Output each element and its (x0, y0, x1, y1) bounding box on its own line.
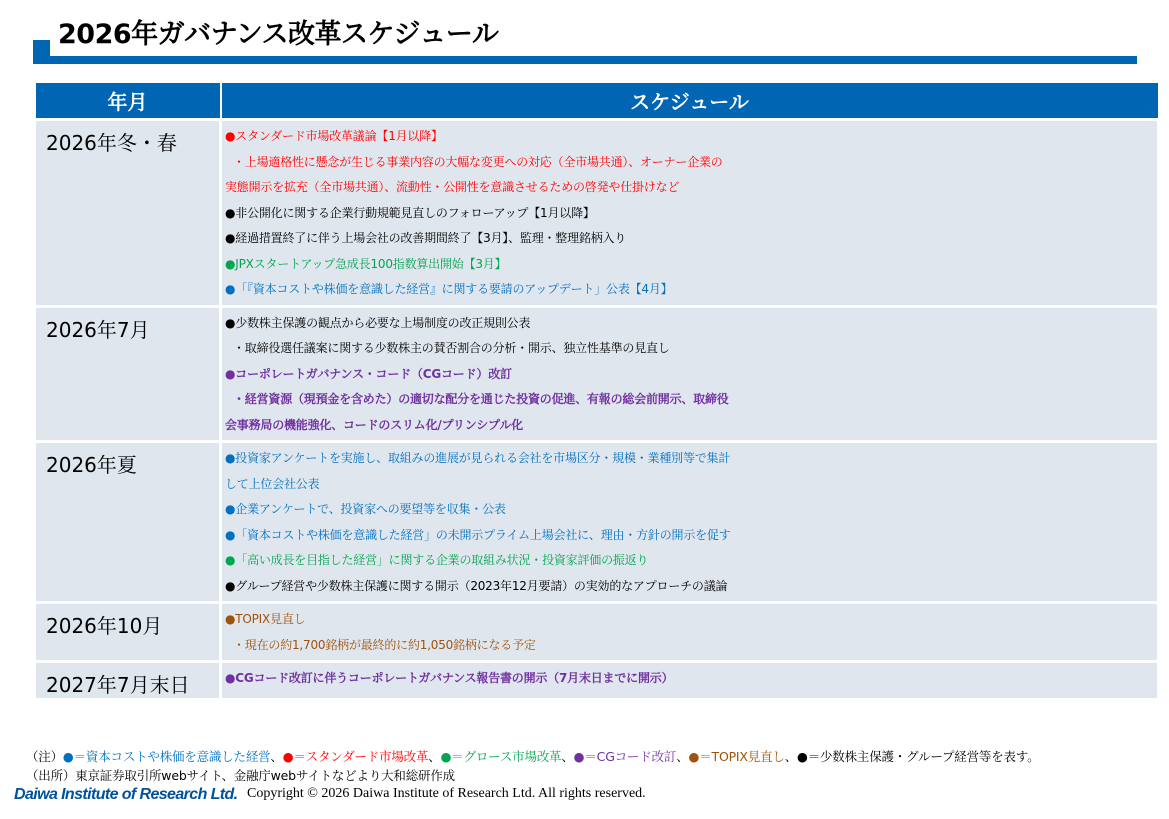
table-row (35, 306, 1159, 442)
header-schedule: スケジュール (221, 82, 1159, 120)
row-date: 2026年7月 (35, 306, 221, 442)
copyright-text: Copyright © 2026 Daiwa Institute of Research Ltd. All rights reserved. (247, 786, 646, 801)
legend-item-cg-code: ●＝CGコード改訂 (573, 749, 677, 764)
schedule-line: ●企業アンケートで、投資家への要望等を収集・公表 (225, 502, 506, 516)
schedule-line: ●スタンダード市場改革議論【1月以降】 (225, 129, 443, 143)
schedule-line: 実態開示を拡充（全市場共通）、流動性・公開性を意識させるための啓発や仕掛けなど (225, 180, 680, 194)
schedule-line: ・取締役選任議案に関する少数株主の賛否割合の分析・開示、独立性基準の見直し (233, 341, 670, 355)
row-schedule (221, 120, 1159, 307)
legend-item-standard-market: ●＝スタンダード市場改革 (282, 749, 429, 764)
row-schedule (221, 306, 1159, 442)
title-accent-line (33, 56, 1137, 64)
schedule-line: ●CGコード改訂に伴うコーポレートガバナンス報告書の開示（7月末日までに開示） (225, 671, 674, 685)
legend-separator: 、 (428, 749, 441, 764)
header-date: 年月 (35, 82, 221, 120)
schedule-line: ・経営資源（現預金を含めた）の適切な配分を通じた投資の促進、有報の総会前開示、取締役 (233, 392, 729, 406)
table-row (35, 603, 1159, 662)
schedule-line: ●投資家アンケートを実施し、取組みの進展が見られる会社を市場区分・規模・業種別等で集計 (225, 451, 731, 465)
schedule-line: ●少数株主保護の観点から必要な上場制度の改正規則公表 (225, 315, 531, 330)
schedule-line: ●「資本コストや株価を意識した経営」の未開示プライム上場会社に、理由・方針の開示を促す (225, 527, 731, 542)
table-header-row (35, 82, 1159, 120)
table-row (35, 120, 1159, 307)
schedule-line: ●非公開化に関する企業行動規範見直しのフォローアップ【1月以降】 (225, 205, 595, 220)
row-schedule (221, 442, 1159, 603)
table-row (35, 442, 1159, 603)
legend-note (26, 747, 1039, 765)
row-date: 2026年10月 (35, 603, 221, 662)
schedule-line: ●TOPIX見直し (225, 612, 306, 626)
legend-separator: 、 (784, 749, 797, 764)
schedule-line: して上位会社公表 (225, 476, 320, 491)
legend-separator: 、 (561, 749, 574, 764)
schedule-line: ●「高い成長を目指した経営」に関する企業の取組み状況・投資家評価の振返り (225, 553, 649, 567)
legend-item-topix: ●＝TOPIX見直し (688, 749, 785, 764)
legend-item-growth-market: ●＝グロース市場改革 (440, 749, 562, 764)
schedule-line: ・現在の約1,700銘柄が最終的に約1,050銘柄になる予定 (233, 637, 536, 652)
row-schedule (221, 662, 1159, 700)
schedule-line: 会事務局の機能強化、コードのスリム化/プリンシプル化 (225, 417, 523, 432)
schedule-line: ・上場適格性に懸念が生じる事業内容の大幅な変更への対応（全市場共通）、オーナー企業の (233, 154, 723, 169)
legend-separator: 、 (270, 749, 283, 764)
row-date: 2026年夏 (35, 442, 221, 603)
page-title: 2026年ガバナンス改革スケジュール (58, 19, 499, 50)
schedule-line: ●「『資本コストや株価を意識した経営』に関する要請のアップデート」公表【4月】 (225, 282, 673, 296)
schedule-table (33, 81, 1160, 701)
schedule-line: ●JPXスタートアップ急成長100指数算出開始【3月】 (225, 256, 507, 271)
legend-item-capital-cost: ●＝資本コストや株価を意識した経営 (62, 749, 271, 764)
source-note: （出所）東京証券取引所webサイト、金融庁webサイトなどより大和総研作成 (26, 768, 455, 783)
schedule-line: ●経過措置終了に伴う上場会社の改善期間終了【3月】、監理・整理銘柄入り (225, 231, 627, 245)
schedule-line: ●グループ経営や少数株主保護に関する開示（2023年12月要請）の実効的なアプローチの議論 (225, 578, 728, 593)
row-schedule (221, 603, 1159, 662)
legend-prefix: （注） (26, 749, 63, 764)
schedule-line: ●コーポレートガバナンス・コード（CGコード）改訂 (225, 366, 512, 381)
daiwa-logo: Daiwa Institute of Research Ltd. (14, 786, 238, 803)
legend-item-minority-shareholders: ●＝少数株主保護・グループ経営等を表す。 (797, 749, 1040, 764)
row-date: 2027年7月末日 (35, 662, 221, 700)
row-date: 2026年冬・春 (35, 120, 221, 307)
table-row (35, 662, 1159, 700)
legend-separator: 、 (676, 749, 689, 764)
